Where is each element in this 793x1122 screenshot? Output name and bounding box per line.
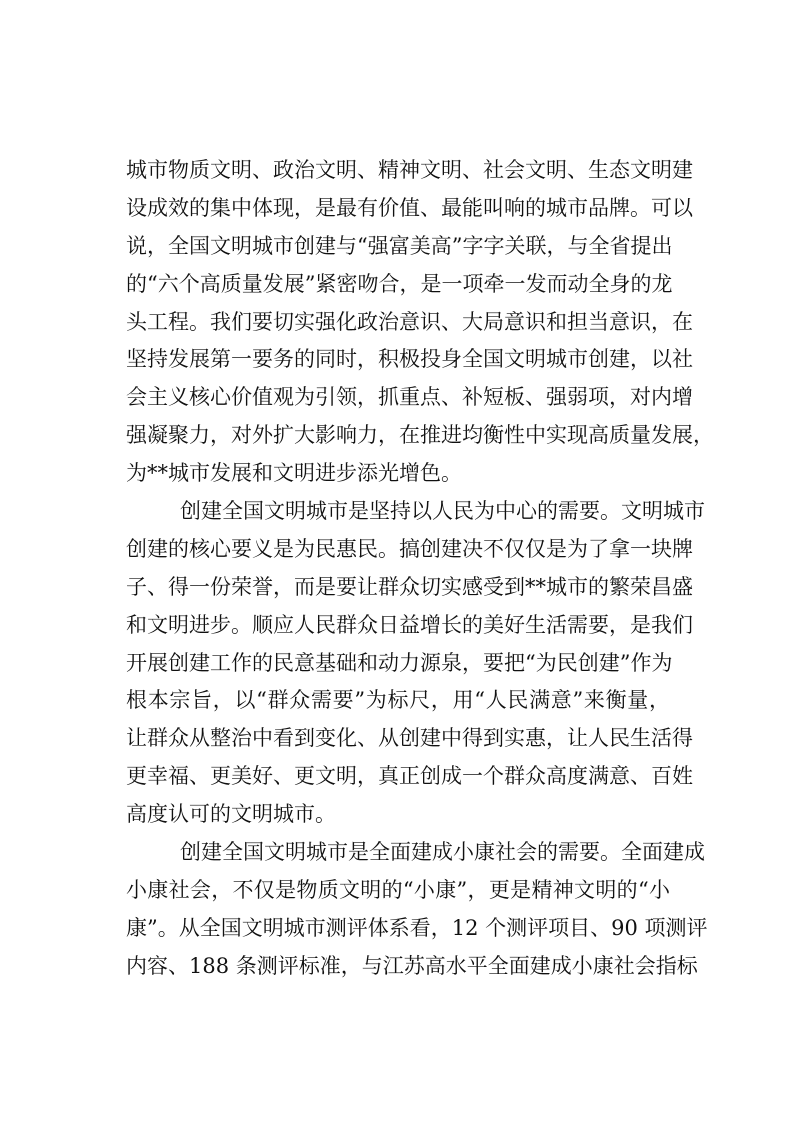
text-line: 康”。从全国文明城市测评体系看，12 个测评项目、90 项测评 [126, 915, 708, 940]
text-line: 头工程。我们要切实强化政治意识、大局意识和担当意识，在 [126, 309, 693, 334]
text-line: 小康社会，不仅是物质文明的“小康”，更是精神文明的“小 [126, 877, 670, 902]
text-line: 根本宗旨，以“群众需要”为标尺，用“人民满意”来衡量， [126, 688, 670, 713]
document-page [126, 152, 714, 986]
text-line: 会主义核心价值观为引领，抓重点、补短板、强弱项，对内增 [126, 385, 693, 410]
text-line: 子、得一份荣誉，而是要让群众切实感受到**城市的繁荣昌盛 [126, 574, 693, 599]
text-line: 更幸福、更美好、更文明，真正创成一个群众高度满意、百姓 [126, 764, 693, 789]
text-line: 为**城市发展和文明进步添光增色。 [126, 461, 462, 486]
text-line: 创建全国文明城市是全面建成小康社会的需要。全面建成 [180, 840, 705, 865]
text-line: 城市物质文明、政治文明、精神文明、社会文明、生态文明建 [126, 158, 693, 182]
text-line: 强凝聚力，对外扩大影响力，在推进均衡性中实现高质量发展， [126, 423, 714, 448]
text-line: 让群众从整治中看到变化、从创建中得到实惠，让人民生活得 [126, 726, 693, 751]
text-line: 高度认可的文明城市。 [126, 802, 336, 827]
text-line: 内容、188 条测评标准，与江苏高水平全面建成小康社会指标 [126, 953, 698, 978]
text-line: 和文明进步。顺应人民群众日益增长的美好生活需要，是我们 [126, 612, 693, 637]
text-line: 坚持发展第一要务的同时，积极投身全国文明城市创建，以社 [126, 347, 693, 372]
text-line: 创建的核心要义是为民惠民。搞创建决不仅仅是为了拿一块牌 [126, 536, 693, 561]
paragraph-2 [126, 493, 705, 834]
paragraph-1 [126, 152, 714, 493]
text-line: 设成效的集中体现，是最有价值、最能叫响的城市品牌。可以 [126, 195, 693, 220]
text-line: 说，全国文明城市创建与“强富美高”字字关联，与全省提出 [126, 233, 673, 258]
text-line: 的“六个高质量发展”紧密吻合，是一项牵一发而动全身的龙 [126, 271, 673, 296]
text-line: 开展创建工作的民意基础和动力源泉，要把“为民创建”作为 [126, 650, 673, 675]
text-line: 创建全国文明城市是坚持以人民为中心的需要。文明城市 [180, 499, 705, 524]
paragraph-3 [126, 834, 708, 986]
